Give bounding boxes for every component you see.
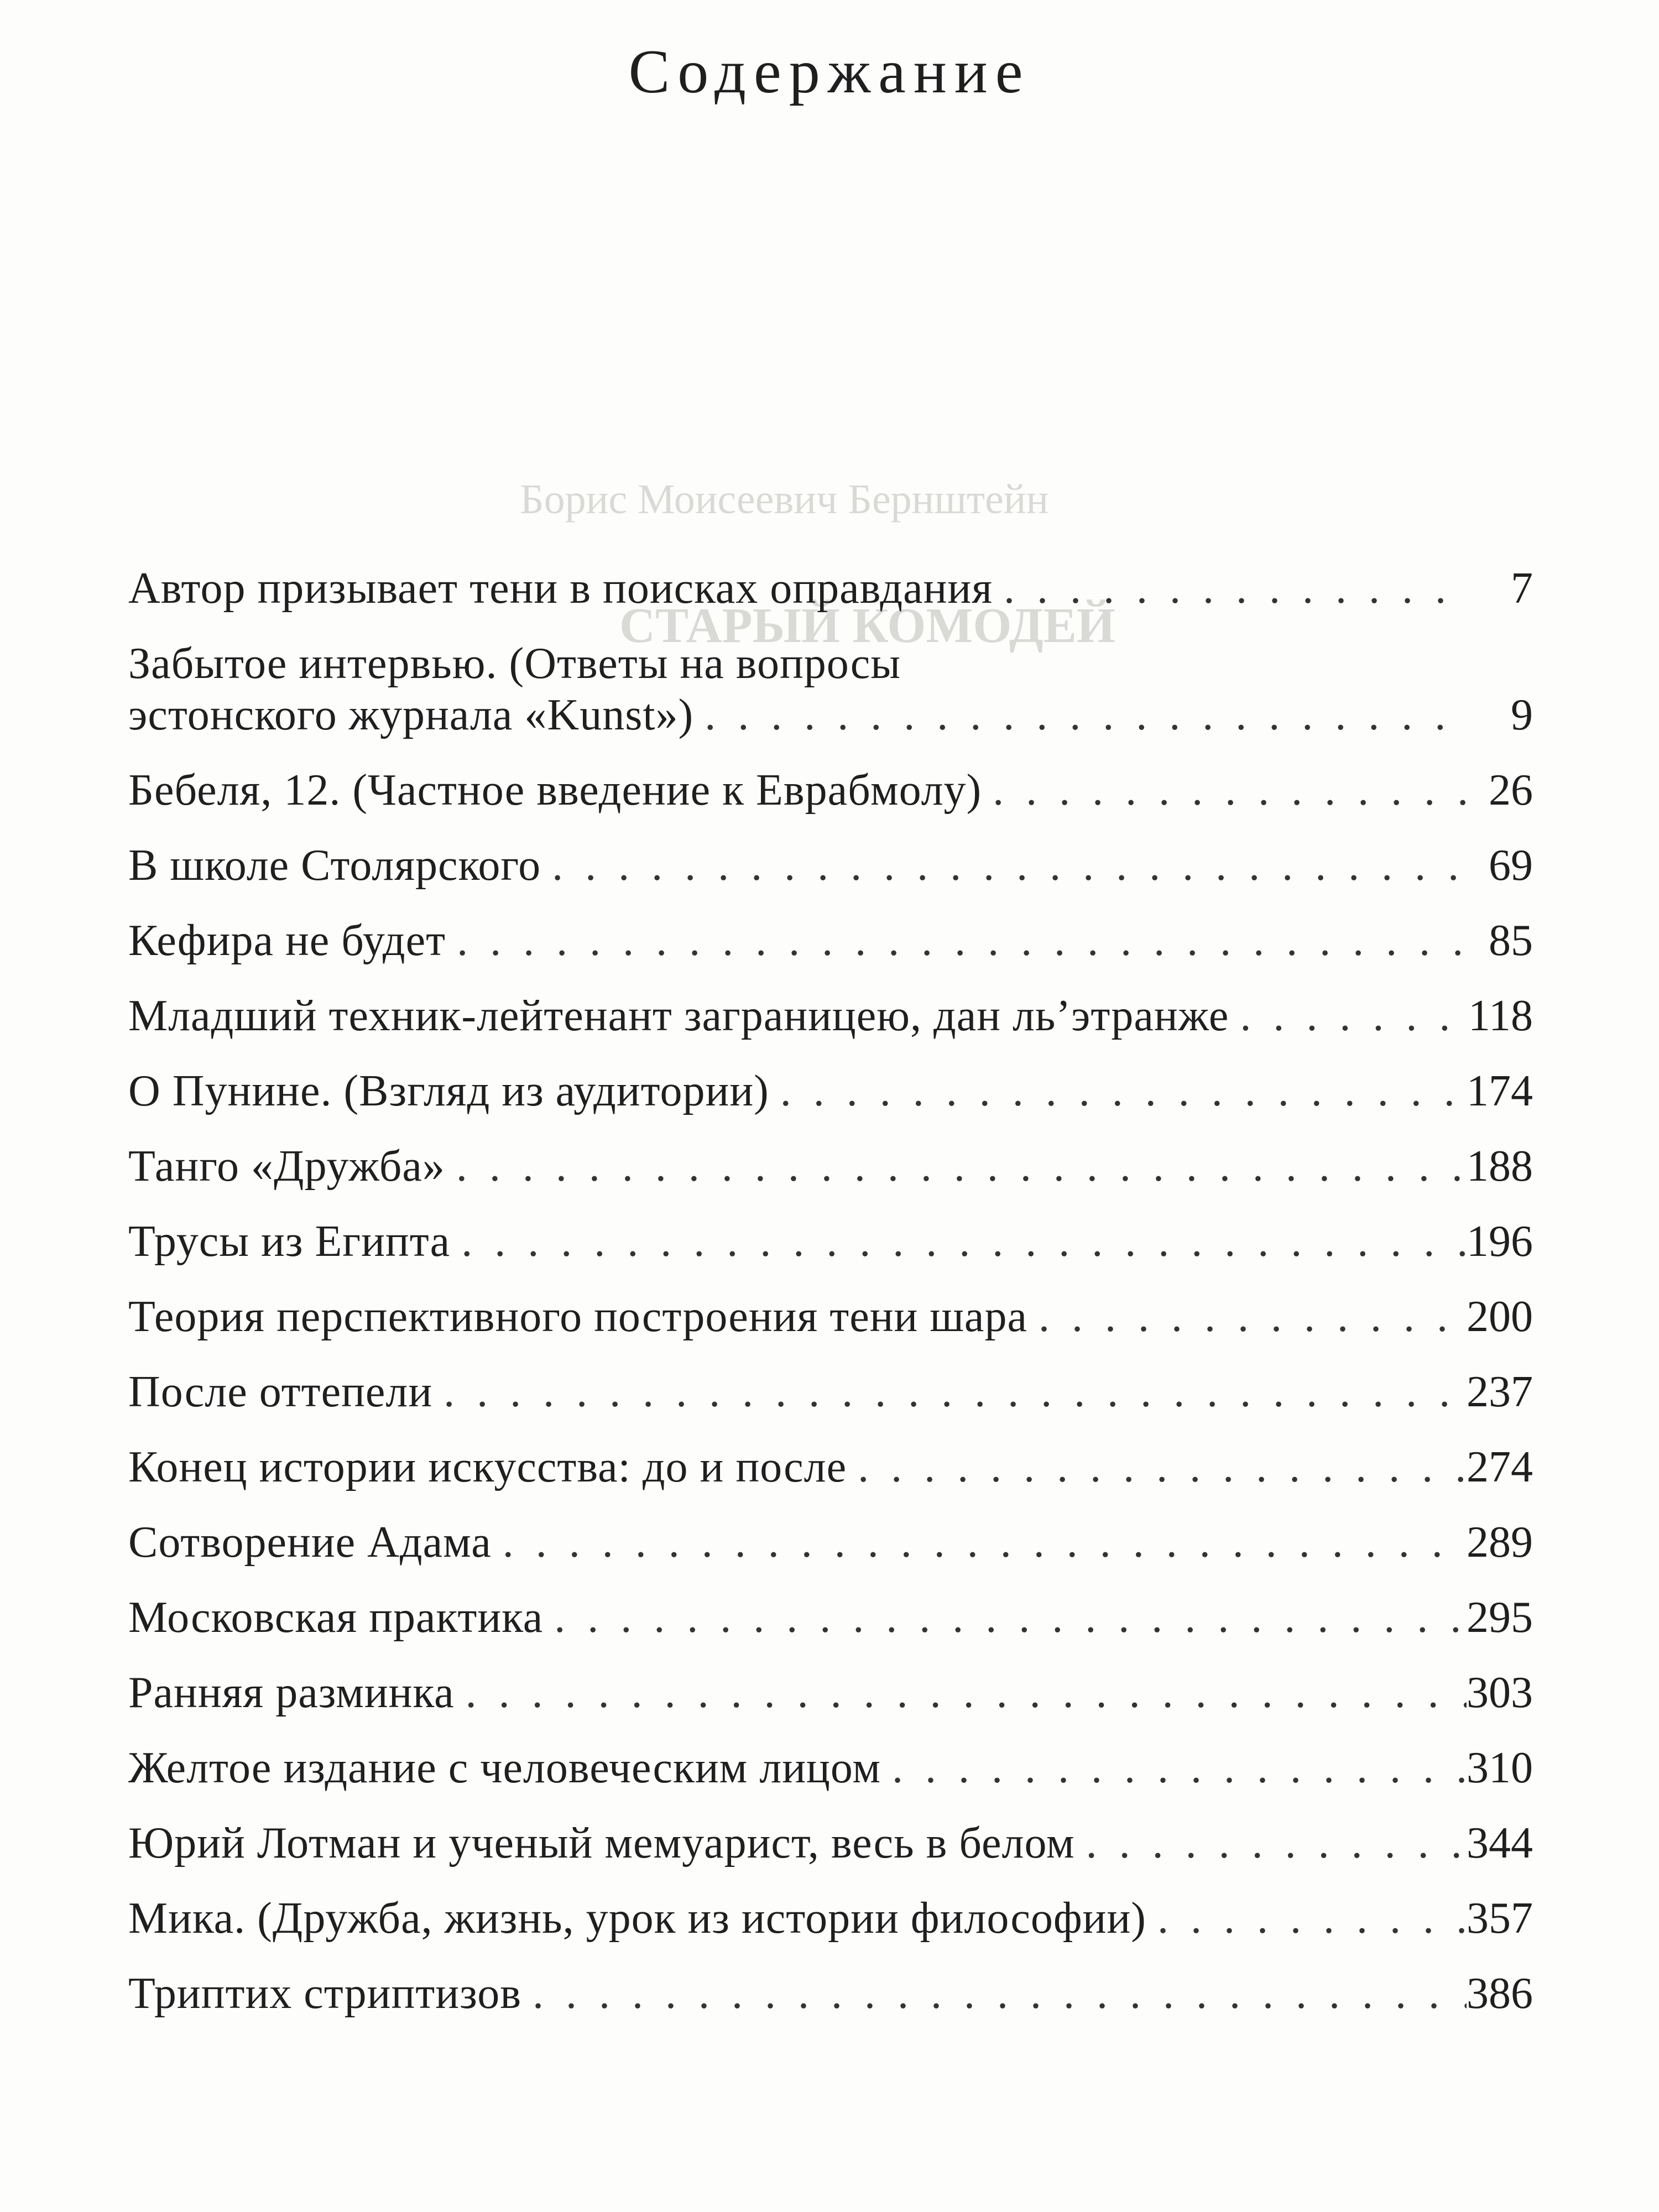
toc-entry xyxy=(128,1818,1533,1869)
toc-entry-title: Младший техник-лейтенант заграницею, дан ль’этранже xyxy=(128,992,1229,1040)
dot-leader xyxy=(1146,1893,1467,1944)
dot-leader xyxy=(543,1592,1467,1644)
toc-entry-title: Сотворение Адама xyxy=(128,1518,492,1567)
show-through-text: Борис Моисеевич Бернштейн xyxy=(520,476,1049,523)
toc-page-number: 237 xyxy=(1467,1368,1533,1416)
dot-leader xyxy=(769,1066,1467,1117)
toc-page-number: 7 xyxy=(1511,564,1533,613)
dot-leader xyxy=(847,1442,1467,1493)
toc-entry xyxy=(128,1893,1533,1944)
toc-page-number: 274 xyxy=(1467,1443,1533,1491)
dot-leader xyxy=(432,1366,1467,1418)
toc-entry xyxy=(128,1667,1533,1719)
toc-page-number: 85 xyxy=(1489,916,1533,965)
dot-leader xyxy=(1075,1818,1467,1869)
toc-entry xyxy=(128,638,1533,741)
page-title: Содержание xyxy=(628,38,1031,106)
dot-leader xyxy=(881,1743,1467,1794)
toc-page-number: 310 xyxy=(1467,1744,1533,1792)
dot-leader xyxy=(1229,990,1467,1042)
toc-entry-title: Автор призывает тени в поисках оправдания xyxy=(128,564,993,613)
toc-entry-title: Танго «Дружба» xyxy=(128,1142,445,1191)
toc-entry xyxy=(128,1968,1533,2020)
toc-page-number: 303 xyxy=(1467,1668,1533,1717)
toc-entry xyxy=(128,915,1533,967)
toc-page-number: 200 xyxy=(1467,1292,1533,1341)
dot-leader xyxy=(492,1517,1467,1568)
dot-leader xyxy=(445,1141,1467,1192)
toc-entry-title-line1: Забытое интервью. (Ответы на вопросы xyxy=(128,639,901,688)
toc-entry xyxy=(128,840,1533,891)
toc-entry-title: Ранняя разминка xyxy=(128,1668,455,1717)
toc-page-number: 26 xyxy=(1489,766,1533,815)
toc-page-number: 289 xyxy=(1467,1518,1533,1567)
toc-entry-title: Бебеля, 12. (Частное введение к Еврабмолу) xyxy=(128,766,982,815)
toc-entry xyxy=(128,765,1533,816)
toc-entry xyxy=(128,1442,1533,1493)
toc-entry-title: Желтое издание с человеческим лицом xyxy=(128,1744,881,1792)
toc-entry-title: Конец истории искусства: до и после xyxy=(128,1443,847,1491)
dot-leader xyxy=(541,840,1467,891)
toc-page-number: 295 xyxy=(1467,1593,1533,1642)
toc-page-number: 196 xyxy=(1467,1217,1533,1266)
toc-entry-title: В школе Столярского xyxy=(128,841,541,890)
toc-entry-title: После оттепели xyxy=(128,1368,433,1416)
toc-entry xyxy=(128,1592,1533,1644)
toc-page-number: 344 xyxy=(1467,1819,1533,1867)
toc-page-number: 188 xyxy=(1467,1142,1533,1191)
toc-entry xyxy=(128,1517,1533,1568)
toc-entry-title: Трусы из Египта xyxy=(128,1217,451,1266)
toc-page-number: 174 xyxy=(1467,1067,1533,1115)
toc-entry-title: эстонского журнала «Kunst») xyxy=(128,691,694,739)
dot-leader xyxy=(1027,1291,1467,1343)
toc-entry-title: О Пунине. (Взгляд из аудитории) xyxy=(128,1067,769,1115)
dot-leader xyxy=(446,915,1467,967)
toc-entry-title: Мика. (Дружба, жизнь, урок из истории философии) xyxy=(128,1894,1146,1943)
dot-leader xyxy=(693,690,1467,741)
dot-leader xyxy=(993,563,1467,614)
toc-entry xyxy=(128,1216,1533,1267)
table-of-contents xyxy=(128,563,1533,2043)
dot-leader xyxy=(455,1667,1467,1719)
dot-leader xyxy=(450,1216,1467,1267)
toc-page-number: 9 xyxy=(1511,691,1533,739)
dot-leader xyxy=(982,765,1467,816)
toc-entry xyxy=(128,1141,1533,1192)
toc-page-number: 386 xyxy=(1467,1969,1533,2018)
toc-entry-title: Юрий Лотман и ученый мемуарист, весь в белом xyxy=(128,1819,1075,1867)
toc-page-number: 69 xyxy=(1489,841,1533,890)
dot-leader xyxy=(521,1968,1467,2020)
toc-entry xyxy=(128,1366,1533,1418)
toc-entry-title: Кефира не будет xyxy=(128,916,446,965)
toc-page-number: 118 xyxy=(1468,992,1533,1040)
toc-entry xyxy=(128,1743,1533,1794)
toc-entry xyxy=(128,563,1533,614)
toc-entry-title: Московская практика xyxy=(128,1593,544,1642)
toc-entry xyxy=(128,1066,1533,1117)
show-through-text: СТАРЫЙ КОМОДЕЙ xyxy=(619,598,1115,653)
toc-entry-title: Триптих стриптизов xyxy=(128,1969,521,2018)
toc-page-number: 357 xyxy=(1467,1894,1533,1943)
toc-entry-title: Теория перспективного построения тени шара xyxy=(128,1292,1027,1341)
toc-entry xyxy=(128,990,1533,1042)
toc-entry xyxy=(128,1291,1533,1343)
